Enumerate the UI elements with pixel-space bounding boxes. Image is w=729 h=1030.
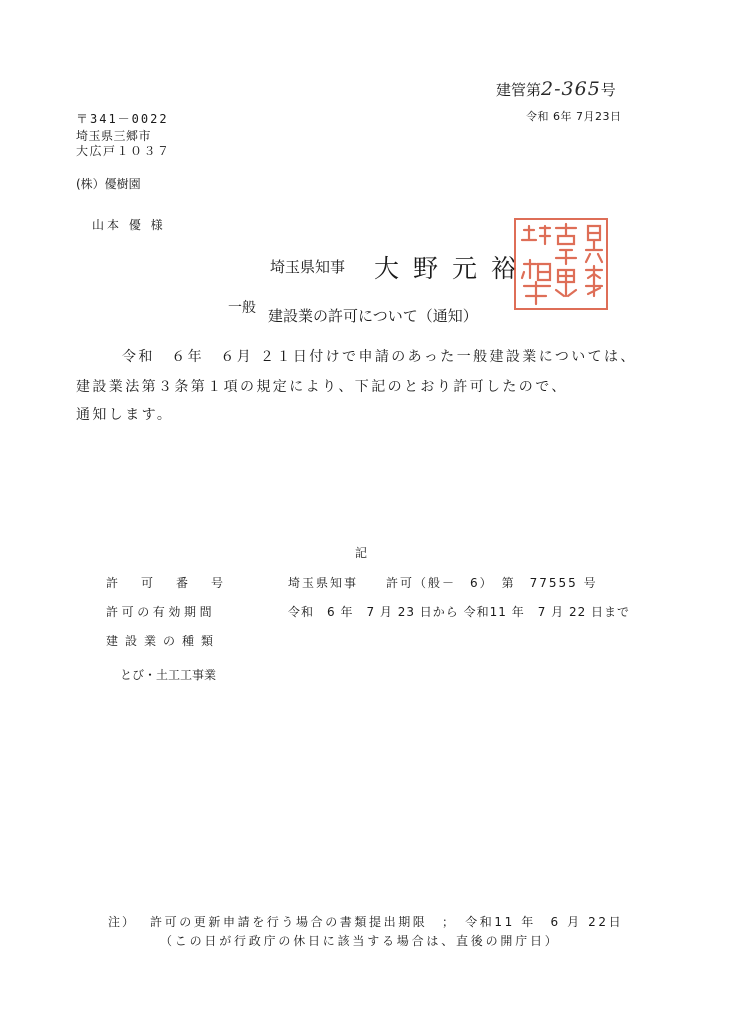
issuer-title: 埼玉県知事 bbox=[270, 258, 346, 276]
permit-number-value: 埼玉県知事 許可（般－ 6） 第 77555 号 bbox=[288, 576, 598, 590]
validity-period-label: 許可の有効期間 bbox=[106, 605, 216, 619]
subject-prefix: 一般 bbox=[228, 300, 256, 316]
issuer-name: 大野元裕 bbox=[374, 254, 531, 283]
business-type-label: 建設業の種類 bbox=[106, 634, 221, 648]
body-line-2: 建設業法第３条第１項の規定により、下記のとおり許可したので、 bbox=[76, 379, 568, 395]
record-heading: 記 bbox=[355, 546, 368, 560]
permit-number-label: 許可番号 bbox=[106, 576, 247, 590]
note-marker: 注） bbox=[108, 915, 137, 929]
doc-number-handwritten: 2-365 bbox=[541, 78, 601, 100]
note-line-2: （この日が行政庁の休日に該当する場合は、直後の開庁日） bbox=[160, 934, 560, 948]
postal-code: 〒341－0022 bbox=[76, 112, 169, 126]
doc-number-prefix: 建管第 bbox=[496, 81, 542, 99]
body-line-1: 令和 ６年 ６月 ２１日付けで申請のあった一般建設業については、 bbox=[122, 349, 637, 365]
subject-title: 建設業の許可について（通知） bbox=[268, 307, 478, 325]
doc-number-suffix: 号 bbox=[600, 81, 616, 99]
address-line-2: 大広戸１０３７ bbox=[76, 144, 171, 158]
business-type-value: とび・土工工事業 bbox=[120, 668, 217, 682]
document-date: 令和 6年 7月23日 bbox=[526, 110, 622, 123]
note-line-1: 許可の更新申請を行う場合の書類提出期限 ； 令和11 年 6 月 22日 bbox=[150, 915, 624, 929]
body-line-3: 通知します。 bbox=[76, 407, 174, 423]
validity-period-value: 令和 6 年 7 月 23 日から 令和11 年 7 月 22 日まで bbox=[288, 605, 631, 619]
document-number bbox=[496, 78, 616, 100]
company-name: (株）優樹園 bbox=[76, 177, 141, 191]
official-seal-stamp bbox=[514, 218, 608, 310]
address-line-1: 埼玉県三郷市 bbox=[76, 129, 152, 143]
seal-glyphs-graphic bbox=[516, 220, 606, 308]
recipient-name: 山本 優 様 bbox=[92, 218, 166, 232]
